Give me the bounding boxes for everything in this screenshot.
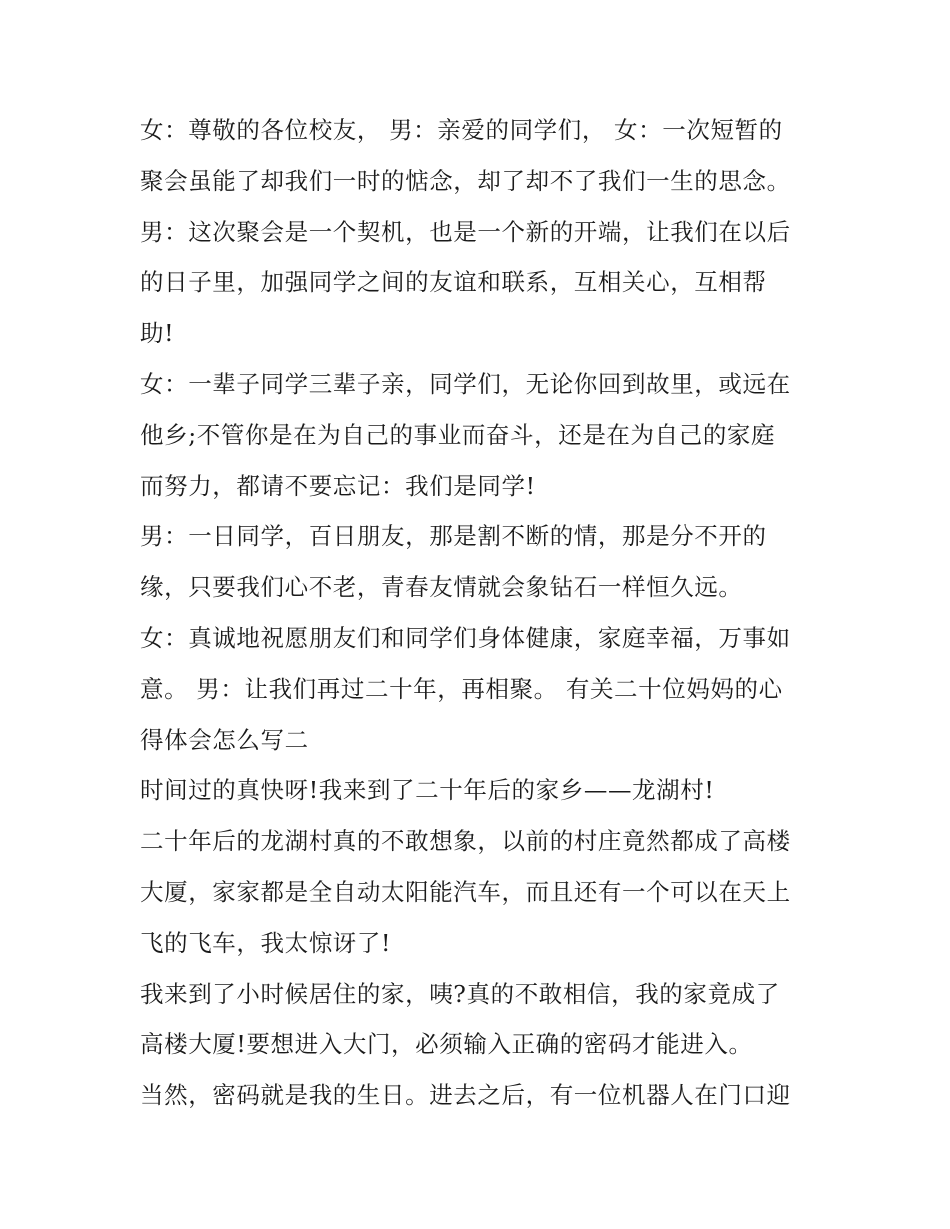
text-line: 女：真诚地祝愿朋友们和同学们身体健康，家庭幸福，万事如: [140, 623, 791, 652]
text-line: 而努力，都请不要忘记：我们是同学!: [140, 471, 536, 500]
text-line: 女：一辈子同学三辈子亲，同学们，无论你回到故里，或远在: [140, 369, 791, 398]
text-line: 女：尊敬的各位校友， 男：亲爱的同学们， 女：一次短暂的: [140, 116, 783, 144]
text-line: 大厦，家家都是全自动太阳能汽车，而且还有一个可以在天上: [140, 877, 791, 906]
text-line: 二十年后的龙湖村真的不敢想象，以前的村庄竟然都成了高楼: [140, 827, 791, 856]
document-body: [140, 105, 830, 1121]
text-line: 得体会怎么写二: [140, 725, 309, 754]
text-line: 的日子里，加强同学之间的友谊和联系，互相关心，互相帮: [140, 268, 767, 297]
text-line: 高楼大厦!要想进入大门，必须输入正确的密码才能进入。: [140, 1030, 753, 1059]
text-line: 时间过的真快呀!我来到了二十年后的家乡——龙湖村!: [140, 776, 715, 805]
text-line: 他乡;不管你是在为自己的事业而奋斗，还是在为自己的家庭: [140, 420, 776, 449]
text-line: 男：这次聚会是一个契机，也是一个新的开端，让我们在以后: [140, 217, 791, 246]
text-line: 聚会虽能了却我们一时的惦念，却了却不了我们一生的思念。: [140, 166, 791, 195]
text-line: 缘，只要我们心不老，青春友情就会象钻石一样恒久远。: [140, 573, 743, 602]
text-line: 助!: [140, 319, 175, 348]
text-line: 我来到了小时候居住的家，咦?真的不敢相信，我的家竟成了: [140, 979, 780, 1008]
text-line: 飞的飞车，我太惊讶了!: [140, 928, 392, 957]
text-line: 当然，密码就是我的生日。进去之后，有一位机器人在门口迎: [140, 1081, 791, 1110]
text-line: 意。 男：让我们再过二十年，再相聚。 有关二十位妈妈的心: [140, 674, 783, 703]
text-line: 男：一日同学，百日朋友，那是割不断的情，那是分不开的: [140, 522, 767, 551]
